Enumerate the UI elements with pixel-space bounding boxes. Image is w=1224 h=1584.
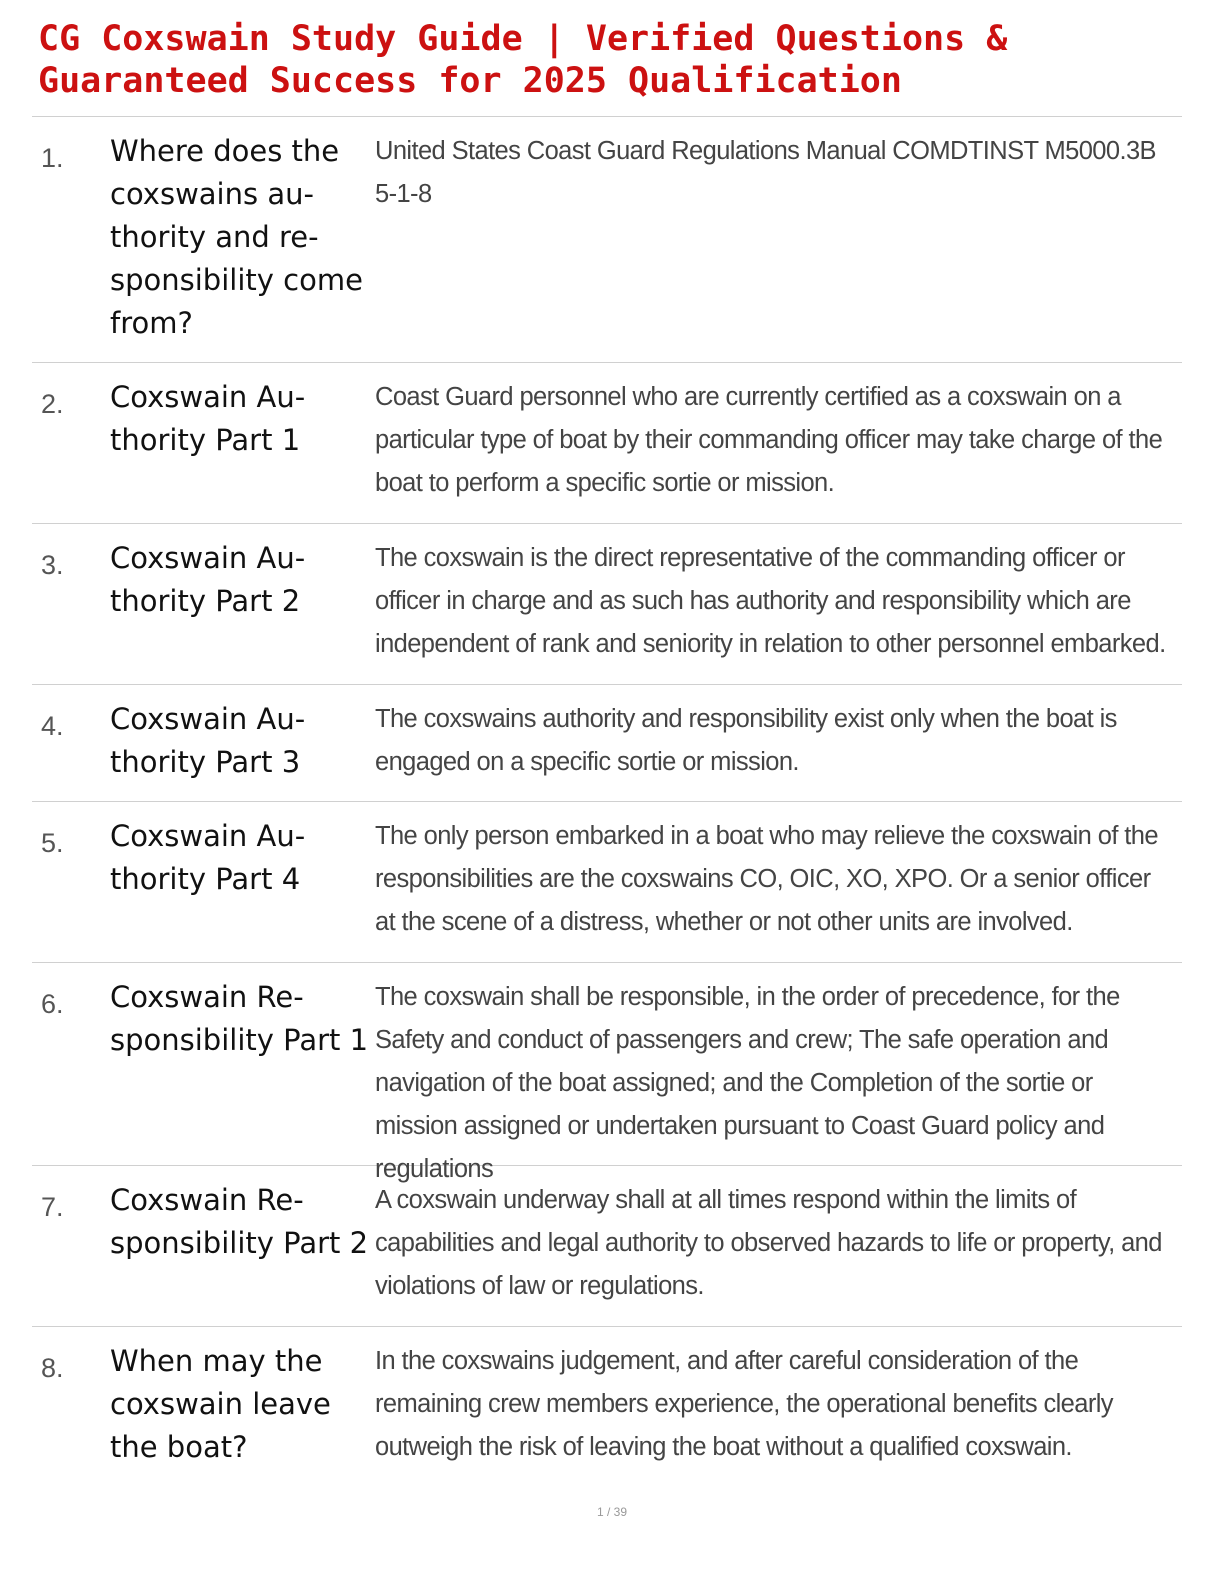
qa-item: [32, 1166, 1182, 1327]
answer-definition: The coxswain is the direct representative of the commanding officer or officer in charge and as such has authority and responsibility which are independent of rank and seniority in relation to other personnel embarked.: [375, 544, 1166, 658]
answer-definition: In the coxswains judgement, and after careful consideration of the remaining crew members experience, the operational benefits clearly outweigh the risk of leaving the boat without a qualified coxswain.: [375, 1347, 1113, 1461]
question-term: Where does the coxswains authority and responsibility come from?: [110, 134, 363, 340]
item-number: 2.: [41, 389, 64, 419]
answer-definition: United States Coast Guard Regulations Manual COMDTINST M5000.3B 5-1-8: [375, 137, 1156, 208]
answer-definition: A coxswain underway shall at all times respond within the limits of capabilities and legal authority to observed hazards to life or property, and violations of law or regulations.: [375, 1186, 1162, 1300]
item-number: 4.: [41, 711, 64, 741]
question-term: When may the coxswain leave the boat?: [110, 1344, 331, 1464]
question-term: Coxswain Authority Part 4: [110, 819, 306, 896]
qa-item: [32, 117, 1182, 363]
item-number: 7.: [41, 1192, 64, 1222]
qa-item: [32, 685, 1182, 802]
question-term: Coxswain Responsibility Part 1: [110, 980, 369, 1057]
qa-item: [32, 524, 1182, 685]
item-number: 1.: [41, 143, 64, 173]
answer-definition: The coxswain shall be responsible, in the order of precedence, for the Safety and conduct of passengers and crew; The safe operation and navigation of the boat assigned; and the Completion of the sortie or mission assigned or undertaken pursuant to Coast Guard policy and regulations: [375, 983, 1120, 1183]
question-term: Coxswain Authority Part 1: [110, 380, 306, 457]
qa-item: [32, 1327, 1182, 1477]
qa-item: [32, 963, 1182, 1183]
question-term: Coxswain Authority Part 3: [110, 702, 306, 779]
question-term: Coxswain Authority Part 2: [110, 541, 306, 618]
document-title: CG Coxswain Study Guide | Verified Questions & Guaranteed Success for 2025 Qualification: [38, 19, 1008, 101]
page-indicator: 1 / 39: [596, 1505, 628, 1519]
answer-definition: Coast Guard personnel who are currently certified as a coxswain on a particular type of boat by their commanding officer may take charge of the boat to perform a specific sortie or mission.: [375, 383, 1163, 497]
qa-item: [32, 802, 1182, 963]
qa-item: [32, 363, 1182, 524]
answer-definition: The only person embarked in a boat who may relieve the coxswain of the responsibilities are the coxswains CO, OIC, XO, XPO. Or a senior officer at the scene of a distress, whether or not other units are involved.: [375, 822, 1158, 936]
item-number: 6.: [41, 989, 64, 1019]
answer-definition: The coxswains authority and responsibility exist only when the boat is engaged on a specific sortie or mission.: [375, 705, 1117, 776]
item-number: 8.: [41, 1353, 64, 1383]
item-number: 3.: [41, 550, 64, 580]
item-number: 5.: [41, 828, 64, 858]
question-term: Coxswain Responsibility Part 2: [110, 1183, 369, 1260]
qa-list: [32, 116, 1182, 1477]
